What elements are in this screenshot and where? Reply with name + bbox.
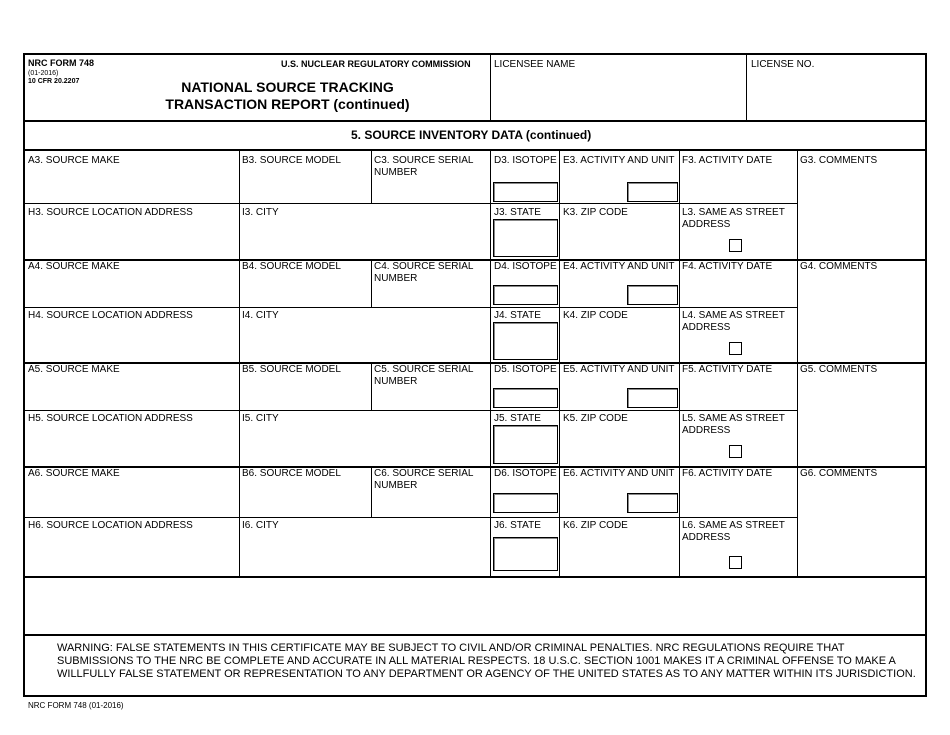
section-title: 5. SOURCE INVENTORY DATA (continued) bbox=[351, 128, 592, 142]
source-serial-label: C5. SOURCE SERIAL NUMBER bbox=[374, 364, 474, 387]
activity-unit-input[interactable] bbox=[627, 388, 678, 408]
source-make-label: A4. SOURCE MAKE bbox=[28, 261, 120, 272]
same-address-label: L3. SAME AS STREET ADDRESS bbox=[682, 207, 785, 230]
comments-label: G5. COMMENTS bbox=[800, 364, 878, 375]
state-label: J4. STATE bbox=[494, 310, 541, 321]
comments-label: G3. COMMENTS bbox=[800, 155, 878, 166]
source-serial-label: C4. SOURCE SERIAL NUMBER bbox=[374, 261, 474, 284]
city-label: I4. CITY bbox=[242, 310, 279, 321]
same-address-label: L5. SAME AS STREET ADDRESS bbox=[682, 413, 785, 436]
form-title-line2: TRANSACTION REPORT (continued) bbox=[165, 96, 410, 112]
activity-label: E3. ACTIVITY AND UNIT bbox=[563, 155, 675, 166]
blank-area bbox=[25, 578, 925, 633]
comments-label: G6. COMMENTS bbox=[800, 468, 878, 479]
isotope-label: D3. ISOTOPE bbox=[494, 155, 557, 166]
warning-text: WARNING: FALSE STATEMENTS IN THIS CERTIFICATE MAY BE SUBJECT TO CIVIL AND/OR CRIMINAL PENALTIES. NRC REGULATIONS REQUIRE THAT SUBMISSIONS TO THE NRC BE COMPLETE AND ACCURATE IN ALL MATERIAL RESPECTS. 18 U.S.C. SECTION 1001 MAKES IT A CRIMINAL OFFENSE TO MAKE A WILLFULLY FALSE STATEMENT OR REPRESENTATION TO ANY DEPARTMENT OR AGENCY OF THE UNITED STATES AS TO ANY MATTER WITHIN ITS JURISDICTION. bbox=[57, 642, 916, 680]
activity-unit-input[interactable] bbox=[627, 493, 678, 513]
state-label: J5. STATE bbox=[494, 413, 541, 424]
zip-code-label: K6. ZIP CODE bbox=[563, 520, 628, 531]
licensee-name-label: LICENSEE NAME bbox=[494, 59, 576, 70]
isotope-input[interactable] bbox=[493, 285, 558, 305]
state-label: J3. STATE bbox=[494, 207, 541, 218]
form-title-line1: NATIONAL SOURCE TRACKING bbox=[181, 79, 394, 95]
same-address-checkbox[interactable] bbox=[729, 239, 742, 252]
license-no-field[interactable] bbox=[748, 73, 924, 119]
activity-unit-input[interactable] bbox=[627, 182, 678, 202]
footer-form-id: NRC FORM 748 (01-2016) bbox=[28, 701, 124, 710]
same-address-label: L6. SAME AS STREET ADDRESS bbox=[682, 520, 785, 543]
same-address-checkbox[interactable] bbox=[729, 556, 742, 569]
source-make-label: A6. SOURCE MAKE bbox=[28, 468, 120, 479]
form-date: (01-2016) bbox=[28, 70, 59, 77]
location-address-label: H4. SOURCE LOCATION ADDRESS bbox=[28, 310, 193, 321]
isotope-input[interactable] bbox=[493, 388, 558, 408]
isotope-input[interactable] bbox=[493, 493, 558, 513]
same-address-label: L4. SAME AS STREET ADDRESS bbox=[682, 310, 785, 333]
state-input[interactable] bbox=[493, 322, 558, 360]
license-no-label: LICENSE NO. bbox=[751, 59, 815, 70]
zip-code-label: K5. ZIP CODE bbox=[563, 413, 628, 424]
activity-date-label: F6. ACTIVITY DATE bbox=[682, 468, 773, 479]
source-make-label: A3. SOURCE MAKE bbox=[28, 155, 120, 166]
location-address-label: H5. SOURCE LOCATION ADDRESS bbox=[28, 413, 193, 424]
state-input[interactable] bbox=[493, 425, 558, 464]
zip-code-label: K3. ZIP CODE bbox=[563, 207, 628, 218]
state-label: J6. STATE bbox=[494, 520, 541, 531]
licensee-name-field[interactable] bbox=[492, 73, 744, 119]
city-label: I5. CITY bbox=[242, 413, 279, 424]
isotope-label: D6. ISOTOPE bbox=[494, 468, 557, 479]
form-id: NRC FORM 748 bbox=[28, 58, 95, 68]
source-make-label: A5. SOURCE MAKE bbox=[28, 364, 120, 375]
comments-label: G4. COMMENTS bbox=[800, 261, 878, 272]
state-input[interactable] bbox=[493, 219, 558, 257]
isotope-label: D4. ISOTOPE bbox=[494, 261, 557, 272]
same-address-checkbox[interactable] bbox=[729, 445, 742, 458]
activity-date-label: F5. ACTIVITY DATE bbox=[682, 364, 773, 375]
isotope-input[interactable] bbox=[493, 182, 558, 202]
activity-date-label: F3. ACTIVITY DATE bbox=[682, 155, 773, 166]
source-model-label: B5. SOURCE MODEL bbox=[242, 364, 341, 375]
activity-unit-input[interactable] bbox=[627, 285, 678, 305]
activity-label: E6. ACTIVITY AND UNIT bbox=[563, 468, 675, 479]
city-label: I6. CITY bbox=[242, 520, 279, 531]
isotope-label: D5. ISOTOPE bbox=[494, 364, 557, 375]
activity-label: E5. ACTIVITY AND UNIT bbox=[563, 364, 675, 375]
source-serial-label: C6. SOURCE SERIAL NUMBER bbox=[374, 468, 474, 491]
zip-code-label: K4. ZIP CODE bbox=[563, 310, 628, 321]
same-address-checkbox[interactable] bbox=[729, 342, 742, 355]
agency-name: U.S. NUCLEAR REGULATORY COMMISSION bbox=[281, 59, 471, 69]
cfr-reference: 10 CFR 20.2207 bbox=[28, 78, 80, 85]
activity-label: E4. ACTIVITY AND UNIT bbox=[563, 261, 675, 272]
source-model-label: B3. SOURCE MODEL bbox=[242, 155, 341, 166]
source-model-label: B4. SOURCE MODEL bbox=[242, 261, 341, 272]
state-input[interactable] bbox=[493, 537, 558, 571]
activity-date-label: F4. ACTIVITY DATE bbox=[682, 261, 773, 272]
location-address-label: H3. SOURCE LOCATION ADDRESS bbox=[28, 207, 193, 218]
source-model-label: B6. SOURCE MODEL bbox=[242, 468, 341, 479]
source-serial-label: C3. SOURCE SERIAL NUMBER bbox=[374, 155, 474, 178]
city-label: I3. CITY bbox=[242, 207, 279, 218]
location-address-label: H6. SOURCE LOCATION ADDRESS bbox=[28, 520, 193, 531]
